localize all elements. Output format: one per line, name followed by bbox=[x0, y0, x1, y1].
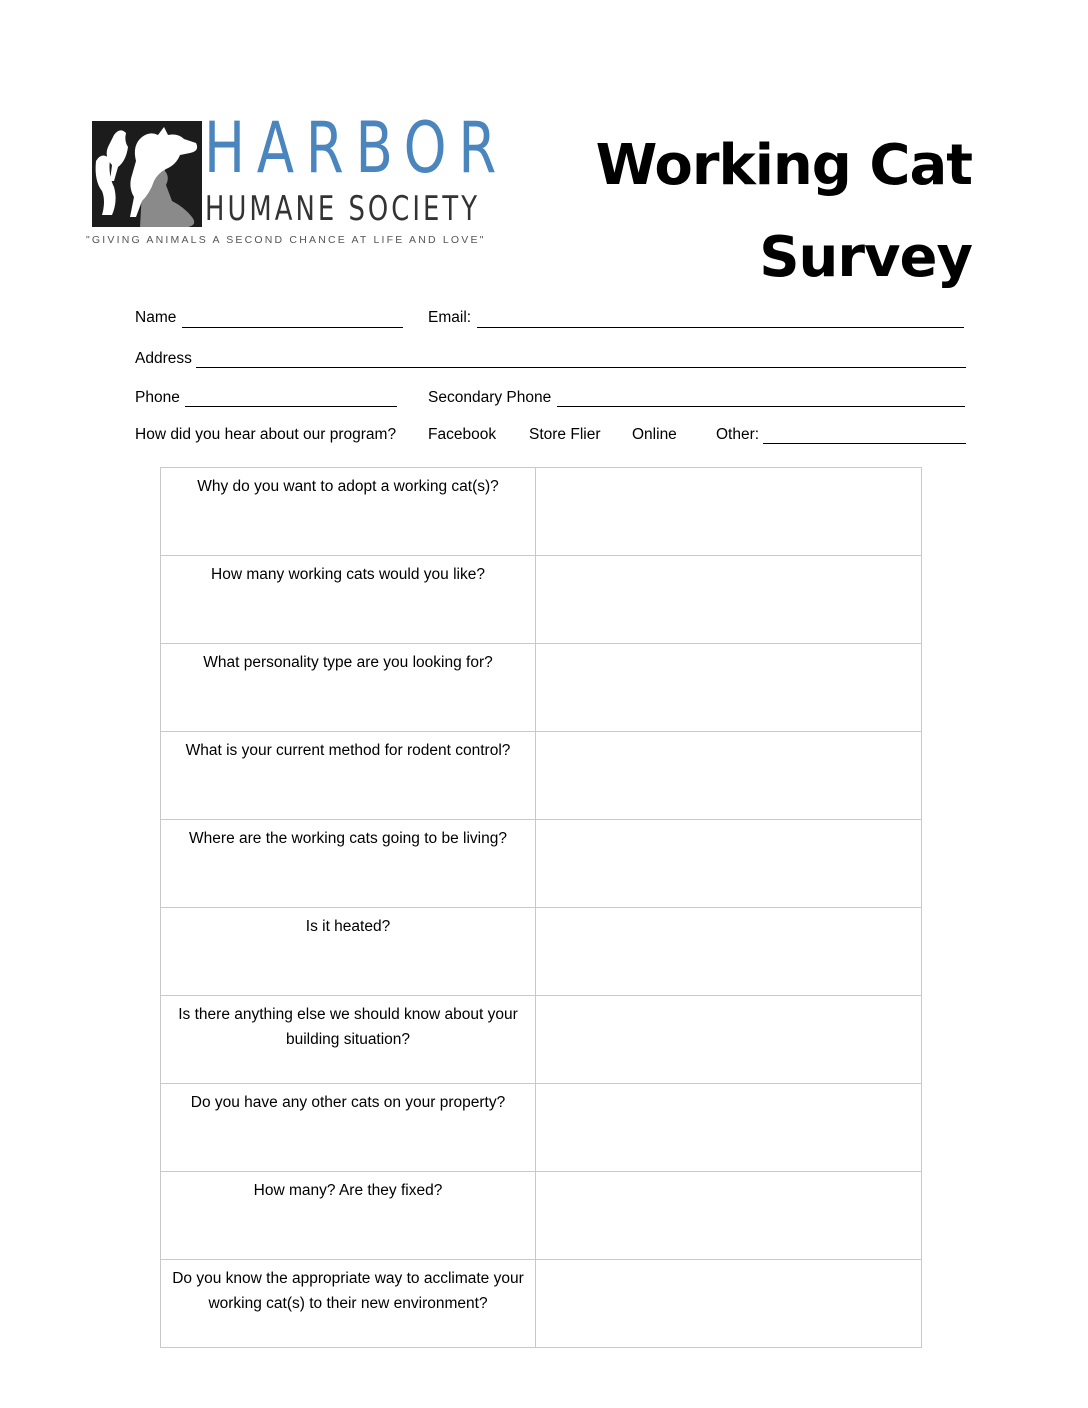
logo-tagline: "GIVING ANIMALS A SECOND CHANCE AT LIFE AND LOVE" bbox=[86, 234, 486, 246]
answer-cell[interactable] bbox=[536, 908, 922, 996]
phone-label: Phone bbox=[135, 389, 180, 406]
table-row bbox=[161, 1260, 922, 1348]
answer-cell[interactable] bbox=[536, 1172, 922, 1260]
email-label: Email: bbox=[428, 309, 472, 326]
title-line-2: Survey bbox=[759, 225, 972, 290]
answer-cell[interactable] bbox=[536, 996, 922, 1084]
option-online[interactable]: Online bbox=[632, 426, 677, 443]
email-field[interactable] bbox=[477, 327, 964, 328]
question-cell: Do you have any other cats on your property? bbox=[161, 1084, 536, 1172]
question-cell: How many? Are they fixed? bbox=[161, 1172, 536, 1260]
question-cell: Why do you want to adopt a working cat(s)? bbox=[161, 468, 536, 556]
answer-cell[interactable] bbox=[536, 644, 922, 732]
title-line-1: Working Cat bbox=[595, 133, 972, 198]
question-cell: Where are the working cats going to be living? bbox=[161, 820, 536, 908]
phone-field[interactable] bbox=[185, 406, 397, 407]
logo-name: HARBOR bbox=[204, 107, 508, 189]
answer-cell[interactable] bbox=[536, 1260, 922, 1348]
answer-cell[interactable] bbox=[536, 732, 922, 820]
table-row bbox=[161, 908, 922, 996]
table-row bbox=[161, 468, 922, 556]
table-row bbox=[161, 644, 922, 732]
secondary-phone-field[interactable] bbox=[557, 406, 965, 407]
table-row bbox=[161, 996, 922, 1084]
option-other[interactable]: Other: bbox=[716, 426, 760, 443]
other-field[interactable] bbox=[763, 443, 966, 444]
question-cell: Is there anything else we should know about your building situation? bbox=[161, 996, 536, 1084]
option-facebook[interactable]: Facebook bbox=[428, 426, 497, 443]
survey-table bbox=[160, 467, 922, 1348]
question-cell: What is your current method for rodent control? bbox=[161, 732, 536, 820]
harbor-logo bbox=[86, 107, 508, 253]
name-label: Name bbox=[135, 309, 177, 326]
heard-label: How did you hear about our program? bbox=[135, 426, 397, 443]
option-store-flier[interactable]: Store Flier bbox=[529, 426, 601, 443]
logo-subtitle: HUMANE SOCIETY bbox=[205, 189, 481, 229]
answer-cell[interactable] bbox=[536, 468, 922, 556]
table-row bbox=[161, 820, 922, 908]
question-cell: How many working cats would you like? bbox=[161, 556, 536, 644]
answer-cell[interactable] bbox=[536, 820, 922, 908]
secondary-phone-label: Secondary Phone bbox=[428, 389, 552, 406]
table-row bbox=[161, 556, 922, 644]
table-row bbox=[161, 1084, 922, 1172]
question-cell: Do you know the appropriate way to acclimate your working cat(s) to their new environment? bbox=[161, 1260, 536, 1348]
address-field[interactable] bbox=[196, 367, 966, 368]
answer-cell[interactable] bbox=[536, 1084, 922, 1172]
table-row bbox=[161, 1172, 922, 1260]
answer-cell[interactable] bbox=[536, 556, 922, 644]
table-row bbox=[161, 732, 922, 820]
address-label: Address bbox=[135, 350, 192, 367]
question-cell: What personality type are you looking for? bbox=[161, 644, 536, 732]
page-title bbox=[596, 120, 972, 304]
animal-silhouettes-icon bbox=[92, 121, 202, 227]
question-cell: Is it heated? bbox=[161, 908, 536, 996]
name-field[interactable] bbox=[182, 327, 403, 328]
